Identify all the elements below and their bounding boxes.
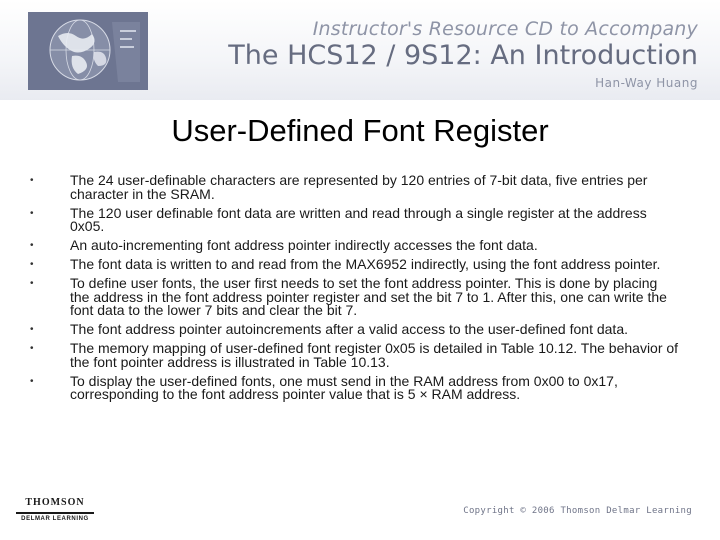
- bullet-text: To define user fonts, the user first needs to set the font address pointer. This is done by placing the address in the font address pointer register and set the bit 7 to 1. After this, one can write the font data to the lower 7 bits and clear the bit 7.: [70, 274, 667, 319]
- publisher-logo-bottom: DELMAR LEARNING: [16, 512, 94, 522]
- globe-map-icon: [28, 12, 148, 90]
- bullet-dot: •: [30, 258, 34, 270]
- author-name: Han-Way Huang: [595, 76, 698, 90]
- bullet-item: [30, 372, 680, 403]
- bullet-item: [30, 255, 680, 272]
- bullet-text: An auto-incrementing font address pointer indirectly accesses the font data.: [70, 237, 538, 254]
- bullet-dot: •: [30, 277, 34, 289]
- bullet-text: The memory mapping of user-defined font register 0x05 is detailed in Table 10.12. The behavior of the font pointer address is illustrated in Table 10.13.: [70, 339, 679, 370]
- slide-title: User-Defined Font Register: [171, 113, 549, 148]
- bullet-text: To display the user-defined fonts, one must send in the RAM address from 0x00 to 0x17, corresponding to the font address pointer value that is 5 × RAM address.: [70, 372, 618, 403]
- bullet-dot: •: [30, 324, 34, 336]
- bullet-dot: •: [30, 240, 34, 252]
- bullet-item: [30, 274, 680, 319]
- bullet-item: [30, 339, 680, 370]
- bullet-item: [30, 239, 680, 253]
- bullet-dot: •: [30, 207, 34, 219]
- bullet-dot: •: [30, 342, 34, 354]
- bullet-item: [30, 174, 680, 202]
- bullet-item: [30, 323, 680, 337]
- resource-cd-line: Instructor's Resource CD to Accompany: [312, 18, 698, 40]
- bullet-list: [30, 174, 680, 402]
- bullet-dot: •: [30, 375, 34, 387]
- bullet-text: The font address pointer autoincrements after a valid access to the user-defined font data.: [70, 321, 628, 338]
- bullet-item: [30, 204, 680, 235]
- book-title: The HCS12 / 9S12: An Introduction: [228, 40, 698, 71]
- copyright-notice: Copyright © 2006 Thomson Delmar Learning: [463, 506, 692, 516]
- bullet-dot: •: [30, 175, 34, 186]
- bullet-text: The 120 user definable font data are written and read through a single register at the address 0x05.: [70, 204, 647, 235]
- bullet-text: The font data is written to and read from the MAX6952 indirectly, using the font address pointer.: [70, 255, 661, 272]
- publisher-logo: [16, 497, 94, 523]
- publisher-logo-top: THOMSON: [25, 497, 85, 508]
- bullet-text: The 24 user-definable characters are represented by 120 entries of 7-bit data, five entries per character in the SRAM.: [70, 172, 648, 202]
